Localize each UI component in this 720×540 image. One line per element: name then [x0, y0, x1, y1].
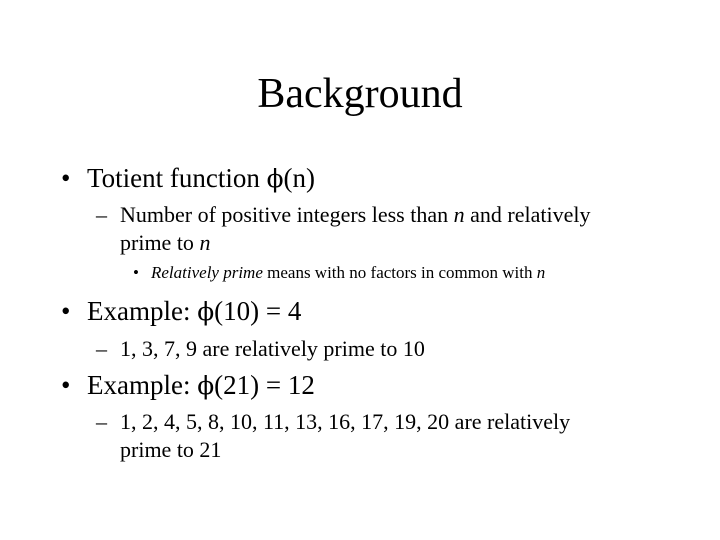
bullet-marker: •	[133, 263, 139, 282]
definition-text: Number of positive integers less than	[120, 202, 454, 227]
slide-title: Background	[257, 71, 463, 117]
bullet-text-prefix: Totient function	[87, 163, 267, 193]
bullet-marker: •	[61, 370, 71, 400]
note-text: means with no factors in common with	[262, 263, 537, 282]
bullet-text-prefix: Example:	[87, 296, 198, 326]
example-list-text: 1, 3, 7, 9 are relatively prime to 10	[120, 336, 425, 361]
variable-n: n	[199, 230, 211, 255]
bullet-marker: •	[61, 163, 71, 193]
phi-symbol: ϕ	[197, 297, 215, 326]
sub-sub-bullet-relatively-prime	[133, 262, 546, 284]
definition-line-1	[120, 201, 590, 229]
bullet-totient-function	[61, 161, 315, 196]
bullet-text-suffix: (21) = 12	[214, 370, 315, 400]
definition-text: prime to	[120, 230, 200, 255]
sub-bullet-example-10-list	[96, 335, 425, 363]
example-list-line-1: 1, 2, 4, 5, 8, 10, 11, 13, 16, 17, 19, 20 are relatively	[120, 409, 571, 434]
bullet-text-suffix: (10) = 4	[214, 296, 302, 326]
bullet-text-prefix: Example:	[87, 370, 198, 400]
variable-n: n	[453, 202, 465, 227]
definition-text: and relatively	[464, 202, 591, 227]
dash-marker: –	[96, 202, 107, 227]
bullet-text-suffix: (n)	[283, 163, 315, 193]
variable-n: n	[536, 263, 546, 282]
dash-marker: –	[96, 409, 107, 434]
term-relatively-prime: Relatively prime	[151, 263, 263, 282]
bullet-example-21	[61, 368, 315, 403]
phi-symbol: ϕ	[266, 164, 284, 193]
bullet-example-10	[61, 294, 302, 329]
bullet-marker: •	[61, 296, 71, 326]
dash-marker: –	[96, 336, 107, 361]
phi-symbol: ϕ	[197, 371, 215, 400]
definition-line-2	[120, 229, 590, 257]
sub-bullet-example-21-list	[96, 408, 571, 464]
example-list-line-2: prime to 21	[120, 437, 222, 462]
sub-bullet-definition	[96, 201, 591, 257]
